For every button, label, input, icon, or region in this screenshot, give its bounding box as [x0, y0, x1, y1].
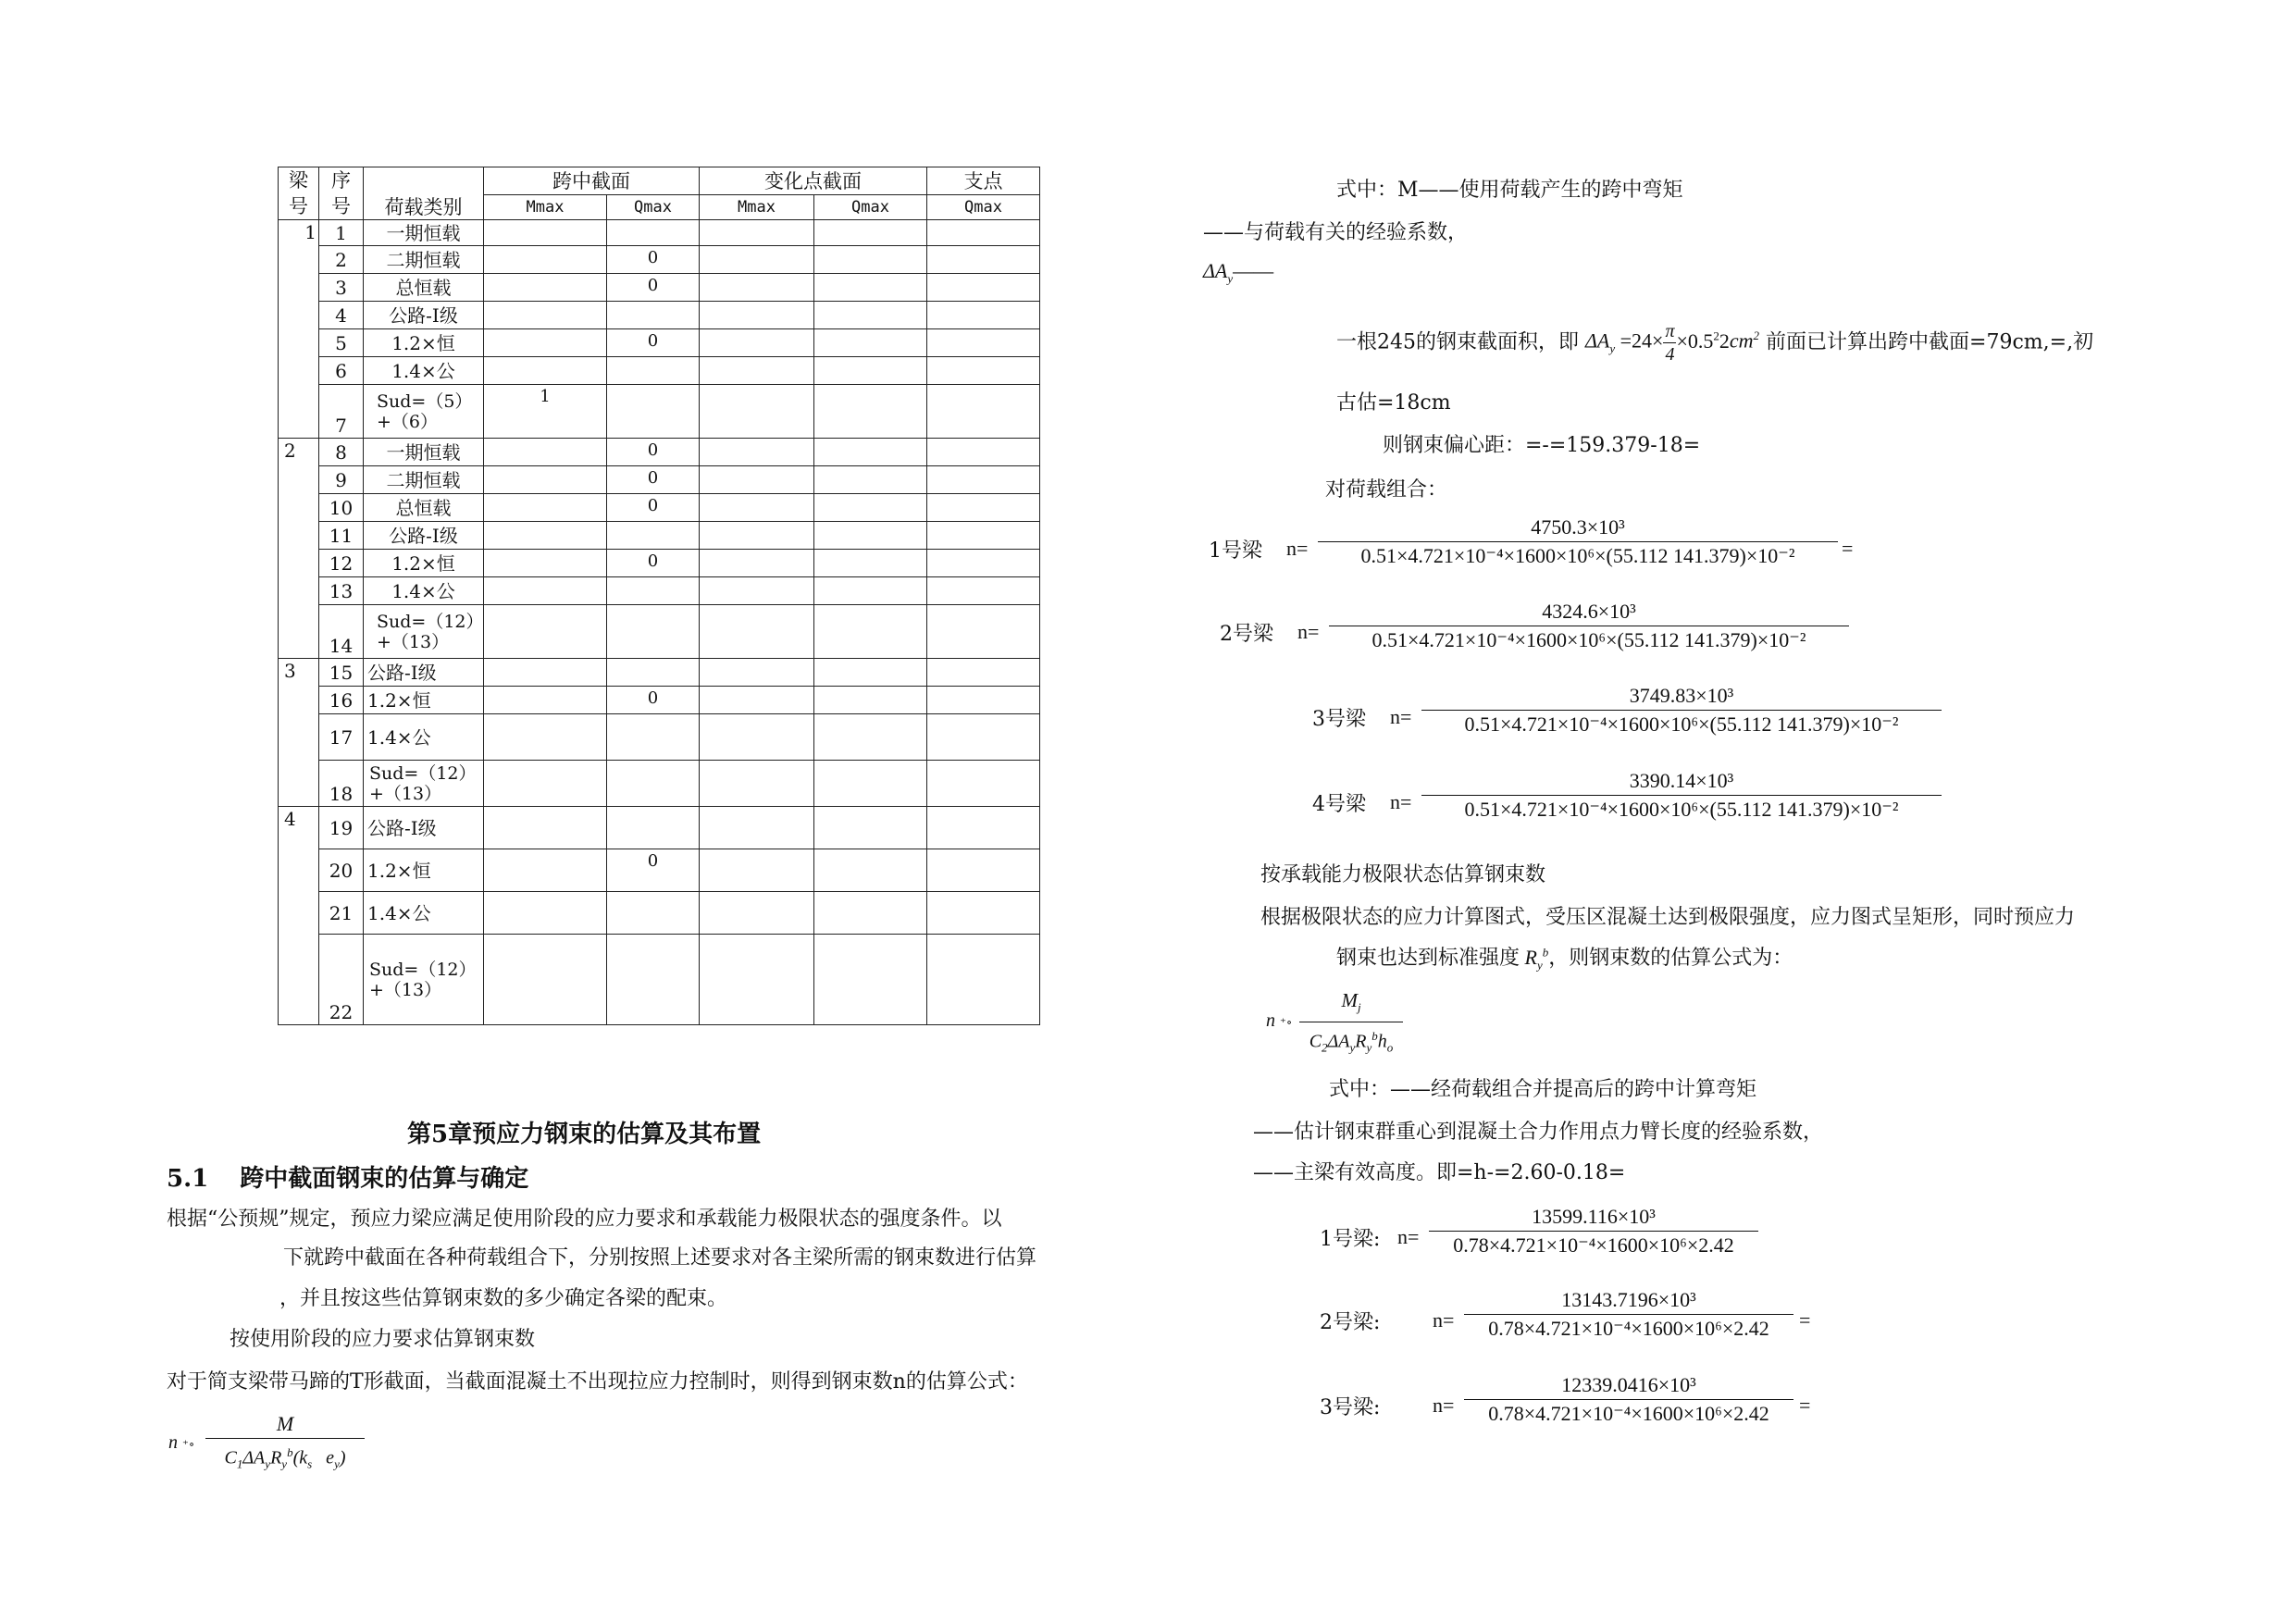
- r-para3-text-b: ，则钢束数的估算公式为：: [1548, 947, 1793, 970]
- cell-sp-q: [927, 892, 1040, 935]
- cell-mid-q: [607, 357, 700, 385]
- beam-cell: [279, 935, 319, 1025]
- cell-mid-m: [484, 761, 607, 807]
- section-number: 5.1: [167, 1165, 209, 1193]
- cell-mid-q: 0: [607, 246, 700, 274]
- para1-line2: 下就跨中截面在各种荷载组合下，分别按照上述要求对各主梁所需的钢束数进行估算: [283, 1246, 1037, 1270]
- header-seq: 序号: [319, 167, 364, 220]
- service-equals: =: [1842, 537, 1854, 560]
- header-mid-qmax: Qmax: [607, 195, 700, 220]
- r-line1: 式中：M——使用荷载产生的跨中弯矩: [1336, 179, 1683, 202]
- r-para3-text-a: 钢束也达到标准强度: [1336, 947, 1520, 970]
- r-para3-line2: [1336, 942, 1793, 973]
- row-number: 2: [319, 246, 364, 274]
- header-sp-qmax: Qmax: [927, 195, 1040, 220]
- cell-cp-m: [700, 522, 814, 550]
- beam-label: 1: [279, 220, 319, 246]
- load-type: 1.4×公: [364, 892, 484, 935]
- service-beam-label: 4号梁: [1312, 793, 1366, 816]
- cell-sp-q: [927, 466, 1040, 494]
- cell-mid-q: [607, 577, 700, 605]
- cell-mid-m: [484, 577, 607, 605]
- ultimate-denominator: 0.78×4.721×10⁻⁴×1600×10⁶×2.42: [1453, 1233, 1734, 1257]
- formula2-fraction: [1299, 986, 1403, 1062]
- service-numerator: 3390.14×10³: [1629, 769, 1734, 792]
- cell-mid-m: [484, 807, 607, 849]
- cell-mid-q: [607, 807, 700, 849]
- row-number: 13: [319, 577, 364, 605]
- beam-cell: [279, 357, 319, 385]
- load-type: 1.2×恒: [364, 550, 484, 577]
- table-row: [279, 246, 1040, 274]
- row-number: 5: [319, 329, 364, 357]
- cell-sp-q: [927, 807, 1040, 849]
- r-line4: [1336, 320, 2093, 365]
- cell-cp-m: [700, 385, 814, 439]
- cell-cp-m: [700, 550, 814, 577]
- cell-sp-q: [927, 550, 1040, 577]
- load-type: Sud=（12）+（13）: [364, 605, 484, 659]
- table-row: [279, 714, 1040, 761]
- subheading-service: 按使用阶段的应力要求估算钢束数: [230, 1328, 536, 1351]
- formula1-denominator: $C_1\Delta A_yR_y^b(k_s$ $e_y$): [224, 1445, 346, 1471]
- row-number: 8: [319, 439, 364, 466]
- cell-cp-m: [700, 302, 814, 329]
- ultimate-denominator: 0.78×4.721×10⁻⁴×1600×10⁶×2.42: [1488, 1402, 1769, 1425]
- cell-cp-m: [700, 466, 814, 494]
- row-number: 14: [319, 605, 364, 659]
- formula2-denominator: $C_2\Delta A_yR_y^bh_o$: [1309, 1029, 1394, 1055]
- cell-sp-q: [927, 605, 1040, 659]
- cell-mid-m: [484, 439, 607, 466]
- formula1-numerator: M: [276, 1412, 294, 1435]
- cell-sp-q: [927, 494, 1040, 522]
- table-row: [279, 849, 1040, 892]
- cell-cp-m: [700, 807, 814, 849]
- beam-cell: [279, 246, 319, 274]
- row-number: 21: [319, 892, 364, 935]
- cell-mid-q: [607, 935, 700, 1025]
- cell-cp-q: [814, 439, 927, 466]
- r-line7: 对荷载组合：: [1325, 478, 1448, 502]
- load-type: 一期恒载: [364, 220, 484, 246]
- row-number: 16: [319, 687, 364, 714]
- cell-mid-m: [484, 220, 607, 246]
- table-row: [279, 385, 1040, 439]
- header-change-point: 变化点截面: [700, 167, 927, 195]
- cell-cp-q: [814, 605, 927, 659]
- load-type: 1.2×恒: [364, 849, 484, 892]
- r-line8: 式中：——经荷载组合并提高后的跨中计算弯矩: [1329, 1078, 1757, 1101]
- cell-mid-q: 0: [607, 494, 700, 522]
- row-number: 6: [319, 357, 364, 385]
- chapter-title: 第5章预应力钢束的估算及其布置: [407, 1121, 762, 1148]
- table-row: [279, 659, 1040, 687]
- service-denominator: 0.51×4.721×10⁻⁴×1600×10⁶×(55.112 141.379)×10⁻²: [1360, 544, 1795, 567]
- r-line6: 则钢束偏心距：=-=159.379-18=: [1383, 434, 1701, 457]
- cell-mid-q: 0: [607, 550, 700, 577]
- cell-cp-q: [814, 220, 927, 246]
- cell-mid-m: 1: [484, 385, 607, 439]
- table-row: [279, 466, 1040, 494]
- cell-cp-m: [700, 246, 814, 274]
- table-row: [279, 935, 1040, 1025]
- service-fraction: [1421, 767, 1942, 824]
- beam-label: 2: [279, 439, 319, 466]
- cell-cp-m: [700, 659, 814, 687]
- table-row: [279, 687, 1040, 714]
- formula1-fraction: [205, 1410, 365, 1479]
- cell-cp-q: [814, 385, 927, 439]
- row-number: 11: [319, 522, 364, 550]
- cell-sp-q: [927, 246, 1040, 274]
- cell-sp-q: [927, 302, 1040, 329]
- table-row: [279, 892, 1040, 935]
- service-numerator: 4324.6×10³: [1542, 600, 1636, 623]
- cell-cp-m: [700, 220, 814, 246]
- header-beam: 梁号: [279, 167, 319, 220]
- cell-cp-m: [700, 274, 814, 302]
- table-row: [279, 302, 1040, 329]
- cell-cp-m: [700, 849, 814, 892]
- beam-cell: [279, 494, 319, 522]
- cell-sp-q: [927, 329, 1040, 357]
- r-line9: ——估计钢束群重心到混凝土合力作用点力臂长度的经验系数，: [1253, 1121, 1824, 1144]
- ultimate-fraction: [1464, 1286, 1793, 1343]
- cell-cp-q: [814, 357, 927, 385]
- cell-sp-q: [927, 439, 1040, 466]
- cell-mid-q: [607, 605, 700, 659]
- load-type: 一期恒载: [364, 439, 484, 466]
- cell-mid-m: [484, 329, 607, 357]
- table-row: [279, 605, 1040, 659]
- table-row: [279, 577, 1040, 605]
- header-cp-qmax: Qmax: [814, 195, 927, 220]
- ultimate-fraction: [1429, 1203, 1758, 1259]
- beam-cell: [279, 577, 319, 605]
- cell-cp-q: [814, 687, 927, 714]
- cell-cp-q: [814, 274, 927, 302]
- table-row: [279, 550, 1040, 577]
- cell-mid-q: [607, 385, 700, 439]
- cell-cp-q: [814, 659, 927, 687]
- header-cp-mmax: Mmax: [700, 195, 814, 220]
- cell-cp-m: [700, 439, 814, 466]
- load-type: Sud=（12）+（13）: [364, 761, 484, 807]
- cell-mid-q: [607, 220, 700, 246]
- cell-cp-q: [814, 466, 927, 494]
- beam-cell: [279, 274, 319, 302]
- para1-line1: 根据“公预规”规定，预应力梁应满足使用阶段的应力要求和承载能力极限状态的强度条件。以: [167, 1208, 1002, 1231]
- cell-cp-q: [814, 892, 927, 935]
- cell-cp-m: [700, 714, 814, 761]
- service-denominator: 0.51×4.721×10⁻⁴×1600×10⁶×(55.112 141.379)×10⁻²: [1464, 712, 1899, 736]
- cell-cp-q: [814, 849, 927, 892]
- r-line4-text-a: 一根245的钢束截面积，即: [1336, 330, 1579, 354]
- cell-cp-m: [700, 687, 814, 714]
- r-line10: ——主梁有效高度。即=h-=2.60-0.18=: [1253, 1161, 1626, 1184]
- cell-mid-q: 0: [607, 687, 700, 714]
- cell-sp-q: [927, 761, 1040, 807]
- table-row: [279, 357, 1040, 385]
- row-number: 9: [319, 466, 364, 494]
- cell-cp-q: [814, 246, 927, 274]
- cell-mid-m: [484, 522, 607, 550]
- load-type: 1.4×公: [364, 714, 484, 761]
- cell-mid-m: [484, 494, 607, 522]
- cell-sp-q: [927, 849, 1040, 892]
- header-load-type: 荷载类别: [364, 167, 484, 220]
- beam-label: 4: [279, 807, 319, 849]
- table-row: [279, 494, 1040, 522]
- cell-cp-q: [814, 494, 927, 522]
- cell-cp-m: [700, 494, 814, 522]
- beam-cell: [279, 302, 319, 329]
- ultimate-beam-label: 1号梁:: [1320, 1228, 1381, 1251]
- cell-sp-q: [927, 577, 1040, 605]
- ultimate-numerator: 13599.116×10³: [1532, 1205, 1656, 1228]
- service-fraction: [1329, 598, 1849, 654]
- table-row: [279, 522, 1040, 550]
- r-para3-math: $R_y^b$: [1520, 945, 1549, 973]
- cell-cp-q: [814, 577, 927, 605]
- formula2-numerator: $M_j$: [1341, 989, 1361, 1015]
- load-type: 公路-I级: [364, 659, 484, 687]
- service-denominator: 0.51×4.721×10⁻⁴×1600×10⁶×(55.112 141.379)×10⁻²: [1464, 798, 1899, 821]
- cell-sp-q: [927, 220, 1040, 246]
- cell-mid-q: 0: [607, 466, 700, 494]
- beam-cell: [279, 329, 319, 357]
- cell-mid-m: [484, 849, 607, 892]
- cell-mid-m: [484, 605, 607, 659]
- service-numerator: 4750.3×10³: [1531, 515, 1625, 539]
- load-type: Sud=（5）+（6）: [364, 385, 484, 439]
- service-n-label: n=: [1286, 537, 1309, 560]
- ultimate-numerator: 13143.7196×10³: [1561, 1288, 1696, 1311]
- cell-sp-q: [927, 357, 1040, 385]
- cell-mid-q: 0: [607, 849, 700, 892]
- load-table: [278, 167, 1040, 1025]
- cell-mid-m: [484, 550, 607, 577]
- cell-mid-m: [484, 466, 607, 494]
- cell-sp-q: [927, 687, 1040, 714]
- cell-cp-q: [814, 714, 927, 761]
- table-row: [279, 329, 1040, 357]
- cell-cp-m: [700, 892, 814, 935]
- row-number: 18: [319, 761, 364, 807]
- cell-mid-m: [484, 246, 607, 274]
- row-number: 17: [319, 714, 364, 761]
- service-fraction: [1318, 514, 1838, 570]
- beam-label: 3: [279, 659, 319, 687]
- cell-mid-q: [607, 659, 700, 687]
- service-n-label: n=: [1297, 620, 1320, 643]
- cell-sp-q: [927, 274, 1040, 302]
- ultimate-beam-label: 2号梁:: [1320, 1311, 1381, 1334]
- load-type: 1.4×公: [364, 577, 484, 605]
- cell-mid-m: [484, 892, 607, 935]
- load-type: 公路-I级: [364, 522, 484, 550]
- header-mid-span: 跨中截面: [484, 167, 700, 195]
- cell-mid-q: [607, 522, 700, 550]
- formula1-lhs: n ⁺∘: [168, 1432, 195, 1453]
- cell-mid-q: [607, 302, 700, 329]
- ultimate-denominator: 0.78×4.721×10⁻⁴×1600×10⁶×2.42: [1488, 1317, 1769, 1340]
- beam-cell: [279, 522, 319, 550]
- ultimate-numerator: 12339.0416×10³: [1561, 1373, 1696, 1396]
- cell-sp-q: [927, 935, 1040, 1025]
- cell-cp-m: [700, 357, 814, 385]
- cell-cp-q: [814, 522, 927, 550]
- cell-cp-q: [814, 807, 927, 849]
- section-heading: [167, 1159, 528, 1194]
- service-fraction: [1421, 682, 1942, 738]
- load-type: Sud=（12）+（13）: [364, 935, 484, 1025]
- load-type: 二期恒载: [364, 246, 484, 274]
- service-n-label: n=: [1390, 705, 1412, 728]
- table-row: [279, 807, 1040, 849]
- r-line2: ——与荷载有关的经验系数，: [1203, 221, 1469, 244]
- load-type: 总恒载: [364, 494, 484, 522]
- cell-mid-q: [607, 892, 700, 935]
- formula2-lhs: n ⁺∘: [1266, 1010, 1293, 1031]
- cell-cp-q: [814, 935, 927, 1025]
- r-line5: 古估=18cm: [1336, 391, 1451, 415]
- row-number: 10: [319, 494, 364, 522]
- header-mid-mmax: Mmax: [484, 195, 607, 220]
- load-type: 二期恒载: [364, 466, 484, 494]
- cell-cp-m: [700, 605, 814, 659]
- ultimate-equals: =: [1799, 1308, 1811, 1332]
- load-type: 公路-I级: [364, 807, 484, 849]
- ultimate-n-label: n=: [1433, 1308, 1455, 1332]
- cell-sp-q: [927, 659, 1040, 687]
- ultimate-fraction: [1464, 1371, 1793, 1428]
- cell-mid-m: [484, 659, 607, 687]
- row-number: 4: [319, 302, 364, 329]
- cell-cp-m: [700, 577, 814, 605]
- cell-mid-m: [484, 302, 607, 329]
- cell-cp-q: [814, 329, 927, 357]
- cell-mid-m: [484, 274, 607, 302]
- table-row: [279, 220, 1040, 246]
- row-number: 3: [319, 274, 364, 302]
- load-type: 1.2×恒: [364, 687, 484, 714]
- cell-cp-m: [700, 761, 814, 807]
- row-number: 15: [319, 659, 364, 687]
- load-type: 总恒载: [364, 274, 484, 302]
- beam-cell: [279, 714, 319, 761]
- cell-mid-m: [484, 687, 607, 714]
- service-beam-label: 1号梁: [1209, 539, 1262, 563]
- table-row: [279, 439, 1040, 466]
- cell-mid-q: 0: [607, 274, 700, 302]
- cell-cp-q: [814, 550, 927, 577]
- row-number: 1: [319, 220, 364, 246]
- cell-sp-q: [927, 714, 1040, 761]
- cell-cp-q: [814, 761, 927, 807]
- cell-mid-q: 0: [607, 329, 700, 357]
- cell-mid-m: [484, 714, 607, 761]
- cell-sp-q: [927, 522, 1040, 550]
- load-type: 1.2×恒: [364, 329, 484, 357]
- cell-cp-m: [700, 329, 814, 357]
- ultimate-n-label: n=: [1433, 1394, 1455, 1417]
- cell-cp-q: [814, 302, 927, 329]
- beam-cell: [279, 892, 319, 935]
- section-title: 跨中截面钢束的估算与确定: [240, 1165, 529, 1193]
- cell-mid-q: [607, 761, 700, 807]
- cell-mid-q: 0: [607, 439, 700, 466]
- service-denominator: 0.51×4.721×10⁻⁴×1600×10⁶×(55.112 141.379)×10⁻²: [1371, 628, 1806, 651]
- r-line3: $\Delta A_y——$: [1203, 259, 1274, 286]
- cell-mid-m: [484, 357, 607, 385]
- r-para3-line1: 根据极限状态的应力计算图式，受压区混凝土达到极限强度，应力图式呈矩形，同时预应力: [1260, 906, 2076, 929]
- beam-cell: [279, 466, 319, 494]
- beam-cell: [279, 605, 319, 659]
- cell-mid-m: [484, 935, 607, 1025]
- beam-cell: [279, 687, 319, 714]
- load-type: 1.4×公: [364, 357, 484, 385]
- header-support: 支点: [927, 167, 1040, 195]
- load-type: 公路-I级: [364, 302, 484, 329]
- beam-cell: [279, 849, 319, 892]
- para1-line3: ，并且按这些估算钢束数的多少确定各梁的配束。: [279, 1287, 728, 1310]
- service-beam-label: 2号梁: [1220, 623, 1273, 646]
- service-beam-label: 3号梁: [1312, 708, 1366, 731]
- para2: 对于简支梁带马蹄的T形截面，当截面混凝土不出现拉应力控制时，则得到钢束数n的估算公式：: [167, 1370, 1028, 1394]
- table-row: [279, 274, 1040, 302]
- beam-cell: [279, 550, 319, 577]
- service-n-label: n=: [1390, 790, 1412, 813]
- ultimate-beam-label: 3号梁:: [1320, 1396, 1381, 1419]
- r-line4-text-b: 前面已计算出跨中截面=79cm,=,初: [1766, 330, 2094, 354]
- row-number: 12: [319, 550, 364, 577]
- ultimate-equals: =: [1799, 1394, 1811, 1417]
- subheading-ultimate: 按承载能力极限状态估算钢束数: [1260, 863, 1546, 886]
- row-number: 19: [319, 807, 364, 849]
- row-number: 20: [319, 849, 364, 892]
- ultimate-n-label: n=: [1397, 1225, 1420, 1248]
- row-number: 7: [319, 385, 364, 439]
- cell-sp-q: [927, 385, 1040, 439]
- beam-cell: [279, 385, 319, 439]
- service-numerator: 3749.83×10³: [1629, 684, 1734, 707]
- cell-mid-q: [607, 714, 700, 761]
- row-number: 22: [319, 935, 364, 1025]
- cell-cp-m: [700, 935, 814, 1025]
- beam-cell: [279, 761, 319, 807]
- table-row: [279, 761, 1040, 807]
- r-line4-math: $\Delta A_y =24\times$ $\frac{\pi}{4}$ $\times 0.5^22cm^2$: [1585, 321, 1760, 365]
